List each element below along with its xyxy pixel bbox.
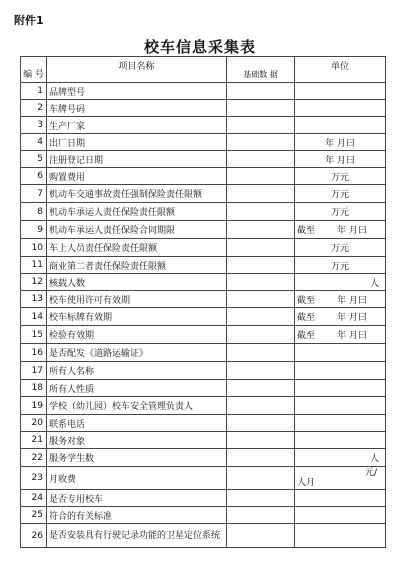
row-unit: 万元: [295, 185, 386, 203]
row-base-data-cell[interactable]: [227, 415, 295, 432]
row-base-data-cell[interactable]: [227, 291, 295, 308]
row-number: 12: [21, 274, 47, 291]
table-row: [21, 117, 386, 134]
row-number: 6: [21, 168, 47, 185]
table-row: [21, 168, 386, 185]
unit-date-label: 年 月曰: [337, 295, 367, 306]
row-number: 11: [21, 257, 47, 274]
header-no: 编 号: [21, 57, 47, 83]
row-item-name: 所有人名称: [47, 362, 227, 380]
row-item-name: 车牌号码: [47, 100, 227, 117]
table-row: [21, 291, 386, 308]
row-number: 7: [21, 185, 47, 203]
row-item-name: 购置费用: [47, 168, 227, 185]
row-unit: [295, 83, 386, 100]
unit-deadline-label: 截至: [297, 226, 316, 236]
row-base-data-cell[interactable]: [227, 362, 295, 380]
row-unit: [295, 291, 386, 308]
unit-part-a: 元/: [364, 468, 377, 478]
row-item-name: 联系电话: [47, 415, 227, 432]
row-item-name: 车上人员责任保险责任限额: [47, 239, 227, 257]
row-base-data-cell[interactable]: [227, 274, 295, 291]
unit-date-label: 年 月曰: [337, 331, 367, 341]
row-item-name: 注册登记日期: [47, 151, 227, 168]
row-base-data-cell[interactable]: [227, 83, 295, 100]
row-item-name: 服务学生数: [47, 449, 227, 467]
row-base-data-cell[interactable]: [227, 100, 295, 117]
row-item-name: 机动车交通事故责任强制保险责任限额: [47, 185, 227, 203]
unit-deadline-label: 截至: [297, 295, 316, 306]
row-base-data-cell[interactable]: [227, 239, 295, 257]
row-number: 20: [21, 415, 47, 432]
header-base-data: 基础数 据: [227, 57, 295, 83]
table-row: [21, 308, 386, 326]
row-unit: [295, 117, 386, 134]
table-row: [21, 134, 386, 151]
table-row: [21, 185, 386, 203]
row-base-data-cell[interactable]: [227, 524, 295, 548]
row-item-name: 是否专用校车: [47, 490, 227, 507]
table-row: [21, 449, 386, 467]
unit-deadline-label: 截至: [297, 313, 316, 323]
row-base-data-cell[interactable]: [227, 344, 295, 362]
document-title: 校车信息采集表: [143, 38, 256, 56]
row-base-data-cell[interactable]: [227, 449, 295, 467]
row-base-data-cell[interactable]: [227, 490, 295, 507]
row-item-name: 是否配发《道路运输证》: [47, 344, 227, 362]
table-row: [21, 221, 386, 239]
table-body: [21, 83, 386, 548]
row-base-data-cell[interactable]: [227, 397, 295, 415]
row-item-name: 服务对象: [47, 432, 227, 449]
row-number: 3: [21, 117, 47, 134]
row-unit: [295, 326, 386, 344]
row-unit: [295, 507, 386, 524]
row-base-data-cell[interactable]: [227, 134, 295, 151]
table-header-row: [21, 57, 386, 83]
row-unit: [295, 344, 386, 362]
row-number: 25: [21, 507, 47, 524]
table-row: [21, 380, 386, 397]
table-row: [21, 326, 386, 344]
row-item-name: 生产厂家: [47, 117, 227, 134]
row-item-name: 检验有效期: [47, 326, 227, 344]
row-item-name: 学校（幼儿园）校车安全管理负责人: [47, 397, 227, 415]
row-item-name: 校车使用许可有效期: [47, 291, 227, 308]
attachment-label: 附件1: [14, 14, 44, 27]
row-item-name: 月收费: [47, 467, 227, 490]
row-item-name: 校车标牌有效期: [47, 308, 227, 326]
row-base-data-cell[interactable]: [227, 117, 295, 134]
table-row: [21, 100, 386, 117]
row-base-data-cell[interactable]: [227, 168, 295, 185]
row-item-name: 出厂日期: [47, 134, 227, 151]
row-unit: 万元: [295, 168, 386, 185]
row-item-name: 机动车承运人责任保险责任限额: [47, 203, 227, 221]
unit-deadline-label: 截至: [297, 331, 316, 341]
row-unit: [295, 362, 386, 380]
header-name: 项目名称: [47, 57, 227, 83]
row-number: 1: [21, 83, 47, 100]
table-row: [21, 415, 386, 432]
row-unit: 年 月曰: [295, 151, 386, 168]
row-number: 8: [21, 203, 47, 221]
row-number: 10: [21, 239, 47, 257]
row-base-data-cell[interactable]: [227, 432, 295, 449]
row-number: 24: [21, 490, 47, 507]
table-row: [21, 274, 386, 291]
table-row: [21, 397, 386, 415]
table-row: [21, 432, 386, 449]
row-item-name: 是否安装具有行驶记录功能的卫星定位系统: [47, 524, 227, 548]
row-base-data-cell[interactable]: [227, 326, 295, 344]
row-number: 2: [21, 100, 47, 117]
table-row: [21, 507, 386, 524]
row-item-name: 品牌型号: [47, 83, 227, 100]
table-row: [21, 83, 386, 100]
row-base-data-cell[interactable]: [227, 257, 295, 274]
unit-date-label: 年 月曰: [337, 226, 367, 236]
row-number: 15: [21, 326, 47, 344]
row-number: 4: [21, 134, 47, 151]
row-unit: [295, 308, 386, 326]
row-item-name: 核载人数: [47, 274, 227, 291]
row-unit: [295, 467, 386, 490]
table-row: [21, 344, 386, 362]
row-item-name: 符合的有关标准: [47, 507, 227, 524]
table-row: [21, 257, 386, 274]
row-base-data-cell[interactable]: [227, 185, 295, 203]
table-row: [21, 524, 386, 548]
row-item-name: 机动车承运人责任保险合同期限: [47, 221, 227, 239]
row-unit: [295, 490, 386, 507]
row-number: 9: [21, 221, 47, 239]
row-base-data-cell[interactable]: [227, 467, 295, 490]
table-row: [21, 490, 386, 507]
table-row: [21, 151, 386, 168]
row-number: 21: [21, 432, 47, 449]
row-base-data-cell[interactable]: [227, 203, 295, 221]
row-item-name: 所有人性质: [47, 380, 227, 397]
unit-part-b: 人月: [297, 478, 316, 488]
row-unit: [295, 100, 386, 117]
row-base-data-cell[interactable]: [227, 507, 295, 524]
row-number: 16: [21, 344, 47, 362]
row-number: 18: [21, 380, 47, 397]
unit-date-label: 年 月曰: [337, 313, 367, 323]
row-base-data-cell[interactable]: [227, 380, 295, 397]
table-row: [21, 203, 386, 221]
table-row: [21, 467, 386, 490]
info-collection-table: [20, 56, 386, 548]
row-number: 22: [21, 449, 47, 467]
row-unit: [295, 221, 386, 239]
row-number: 13: [21, 291, 47, 308]
row-number: 14: [21, 308, 47, 326]
row-unit: 万元: [295, 203, 386, 221]
table-row: [21, 362, 386, 380]
row-number: 5: [21, 151, 47, 168]
row-base-data-cell[interactable]: [227, 308, 295, 326]
row-unit: 年 月曰: [295, 134, 386, 151]
row-unit: [295, 432, 386, 449]
row-unit: [295, 397, 386, 415]
row-unit: 人: [295, 449, 386, 467]
row-unit: 人: [295, 274, 386, 291]
row-number: 19: [21, 397, 47, 415]
row-unit: [295, 524, 386, 548]
row-unit: [295, 415, 386, 432]
row-base-data-cell[interactable]: [227, 151, 295, 168]
row-unit: [295, 380, 386, 397]
row-base-data-cell[interactable]: [227, 221, 295, 239]
row-number: 17: [21, 362, 47, 380]
row-number: 23: [21, 467, 47, 490]
row-unit: 万元: [295, 257, 386, 274]
header-unit: 单位: [295, 57, 386, 83]
table-row: [21, 239, 386, 257]
row-unit: 万元: [295, 239, 386, 257]
row-item-name: 商业第二者责任保险责任限额: [47, 257, 227, 274]
row-number: 26: [21, 524, 47, 548]
